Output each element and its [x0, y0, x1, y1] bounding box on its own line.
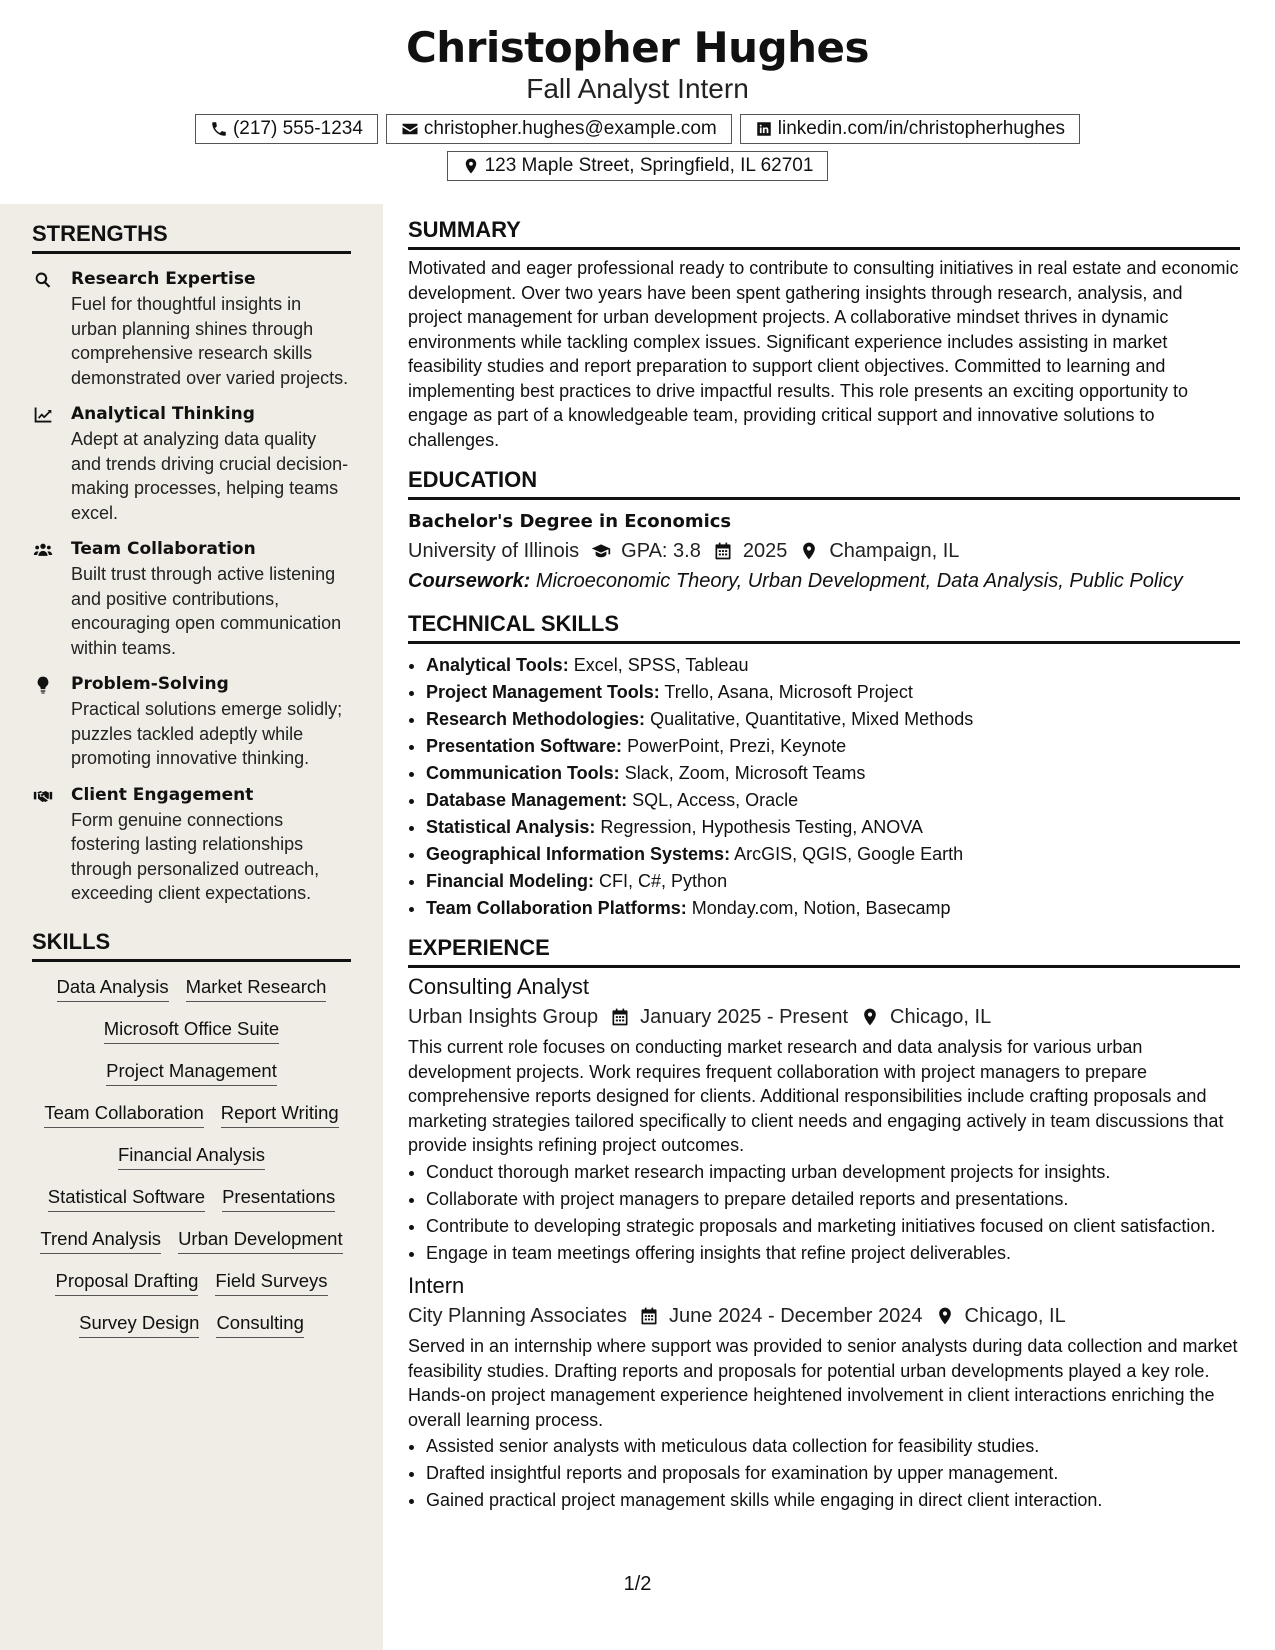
page-number: 1/2: [623, 1573, 652, 1595]
strength-title: Team Collaboration: [71, 539, 256, 559]
strength-item: [32, 266, 351, 390]
address-row: [0, 151, 1275, 181]
strength-desc: Adept at analyzing data quality and trends driving crucial decision-making processes, helping teams excel.: [71, 429, 349, 523]
skill-tag: Statistical Software: [48, 1185, 205, 1212]
degree-title: Bachelor's Degree in Economics: [408, 511, 732, 532]
address-chip[interactable]: [447, 151, 829, 181]
tech-value: PowerPoint, Prezi, Keynote: [627, 736, 847, 756]
strengths-heading: STRENGTHS: [32, 220, 351, 254]
job-bullets: [408, 1434, 1240, 1513]
skill-tag: Project Management: [106, 1059, 277, 1086]
tech-label: Geographical Information Systems:: [426, 844, 731, 864]
tech-value: SQL, Access, Oracle: [632, 790, 799, 810]
tech-value: Qualitative, Quantitative, Mixed Methods: [650, 709, 974, 729]
graduation-year: 2025: [742, 540, 788, 562]
strengths-list: [32, 266, 351, 906]
sidebar: [0, 204, 383, 1650]
map-pin-icon: [462, 157, 480, 175]
skill-tag: Proposal Drafting: [55, 1269, 198, 1296]
strength-item: [32, 782, 351, 906]
tech-value: CFI, C#, Python: [599, 871, 728, 891]
calendar-icon: [713, 541, 733, 561]
strength-title: Analytical Thinking: [71, 404, 255, 424]
summary-text: Motivated and eager professional ready to contribute to consulting initiatives in real estate and economic development. Over two years have been spent gathering insights through research, analysis, and project management for urban development projects. A collaborative mindset thrives in dynamic environments while tackling complex issues. Significant experience includes assisting in market feasibility studies and report preparation to support client objectives. Committed to learning and implementing best practices to drive impactful results. This role presents an exciting opportunity to engage as part of a knowledgeable team, providing critical support and innovative solutions to challenges.: [408, 258, 1239, 450]
tech-label: Financial Modeling:: [426, 871, 595, 891]
strength-desc: Fuel for thoughtful insights in urban planning shines through comprehensive research skills demonstrated over varied projects.: [71, 294, 349, 388]
job-entry: [408, 1271, 1240, 1513]
skill-tag: Microsoft Office Suite: [104, 1017, 279, 1044]
job-meta: [408, 1301, 1240, 1331]
job-location: Chicago, IL: [964, 1305, 1066, 1327]
strength-item: [32, 536, 351, 660]
candidate-title: Fall Analyst Intern: [526, 73, 749, 104]
skill-tag: Presentations: [222, 1185, 335, 1212]
linkedin-text: linkedin.com/in/christopherhughes: [777, 118, 1066, 139]
address-text: 123 Maple Street, Springfield, IL 62701: [484, 155, 814, 176]
tech-label: Communication Tools:: [426, 763, 620, 783]
skill-tag: Team Collaboration: [44, 1101, 203, 1128]
phone-chip[interactable]: [195, 114, 378, 144]
job-description: Served in an internship where support was provided to senior analysts during data collection and market feasibility studies. Drafting reports and proposals for potential urban developments played a key role. Hands-on project management experience heightened involvement in client interactions enriching the overall learning process.: [408, 1336, 1238, 1430]
skill-tag: Report Writing: [221, 1101, 339, 1128]
education-meta: [408, 536, 1240, 566]
skills-heading: SKILLS: [32, 928, 351, 962]
skill-tag: Data Analysis: [57, 975, 169, 1002]
skill-tag: Field Surveys: [215, 1269, 327, 1296]
company-name: City Planning Associates: [408, 1305, 628, 1327]
list-item: [426, 679, 1240, 706]
job-meta: [408, 1002, 1240, 1032]
map-pin-icon: [799, 541, 819, 561]
school-name: University of Illinois: [408, 540, 580, 562]
users-icon: [32, 540, 54, 560]
job-role: Intern: [408, 1273, 465, 1298]
skill-tag: Market Research: [186, 975, 327, 1002]
email-text: christopher.hughes@example.com: [423, 118, 717, 139]
list-item: • Engage in team meetings offering insights that refine project deliverables.: [426, 1241, 1240, 1266]
skill-tag: Survey Design: [79, 1311, 199, 1338]
calendar-icon: [639, 1306, 659, 1326]
experience-heading: EXPERIENCE: [408, 934, 1240, 968]
tech-label: Database Management:: [426, 790, 628, 810]
job-dates: June 2024 - December 2024: [669, 1305, 923, 1327]
list-item: [426, 895, 1240, 922]
skill-tag: Financial Analysis: [118, 1143, 265, 1170]
resume-header: [0, 0, 1275, 204]
list-item: • Collaborate with project managers to prepare detailed reports and presentations.: [426, 1187, 1240, 1212]
gpa-text: GPA: 3.8: [621, 540, 701, 562]
skill-tag: Urban Development: [178, 1227, 343, 1254]
strength-item: [32, 401, 351, 525]
list-item: [426, 787, 1240, 814]
list-item: • Gained practical project management skills while engaging in direct client interaction.: [426, 1488, 1240, 1513]
list-item: [426, 868, 1240, 895]
strength-desc: Practical solutions emerge solidly; puzzles tackled adeptly while promoting innovative thinking.: [71, 699, 343, 768]
tech-value: Regression, Hypothesis Testing, ANOVA: [600, 817, 923, 837]
list-item: • Conduct thorough market research impacting urban development projects for insights.: [426, 1160, 1240, 1185]
candidate-name: Christopher Hughes: [405, 23, 870, 72]
search-icon: [32, 270, 54, 290]
main-content: [408, 216, 1240, 1515]
tech-label: Research Methodologies:: [426, 709, 646, 729]
skill-tag: Trend Analysis: [40, 1227, 161, 1254]
list-item: [426, 814, 1240, 841]
contact-row: [0, 114, 1275, 144]
job-role: Consulting Analyst: [408, 974, 589, 999]
job-dates: January 2025 - Present: [640, 1006, 849, 1028]
envelope-icon: [401, 120, 419, 138]
list-item: [426, 841, 1240, 868]
tech-label: Analytical Tools:: [426, 655, 569, 675]
tech-value: Trello, Asana, Microsoft Project: [664, 682, 913, 702]
list-item: [426, 652, 1240, 679]
coursework-text: Microeconomic Theory, Urban Development, Data Analysis, Public Policy: [535, 570, 1183, 592]
coursework-label: Coursework:: [408, 570, 531, 592]
tech-label: Project Management Tools:: [426, 682, 660, 702]
tech-label: Statistical Analysis:: [426, 817, 596, 837]
list-item: [426, 733, 1240, 760]
tech-label: Team Collaboration Platforms:: [426, 898, 687, 918]
linkedin-chip[interactable]: [740, 114, 1080, 144]
linkedin-icon: [755, 120, 773, 138]
coursework-line: [408, 566, 1240, 596]
map-pin-icon: [935, 1306, 955, 1326]
job-location: Chicago, IL: [890, 1006, 992, 1028]
list-item: [426, 706, 1240, 733]
strength-item: [32, 671, 351, 771]
company-name: Urban Insights Group: [408, 1006, 599, 1028]
tech-label: Presentation Software:: [426, 736, 623, 756]
tech-value: Monday.com, Notion, Basecamp: [691, 898, 951, 918]
skills-list: [32, 975, 351, 1338]
tech-value: Slack, Zoom, Microsoft Teams: [624, 763, 866, 783]
tech-value: Excel, SPSS, Tableau: [573, 655, 749, 675]
education-heading: EDUCATION: [408, 466, 1240, 500]
list-item: • Contribute to developing strategic proposals and marketing initiatives focused on client satisfaction.: [426, 1214, 1240, 1239]
phone-text: (217) 555-1234: [232, 118, 363, 139]
strength-desc: Built trust through active listening and positive contributions, encouraging open communication within teams.: [71, 564, 342, 658]
strength-title: Client Engagement: [71, 784, 254, 805]
job-entry: [408, 972, 1240, 1265]
lightbulb-icon: [32, 675, 54, 695]
phone-icon: [210, 120, 228, 138]
handshake-icon: [32, 786, 54, 806]
job-description: This current role focuses on conducting market research and data analysis for various urban development projects. Work requires frequent collaboration with project managers to prepare comprehensive reports designed for clients. Additional responsibilities include crafting proposals and marketing strategies tailored specifically to client needs and engaging actively in team discussions that provide insights refining project outcomes.: [408, 1037, 1224, 1155]
chart-line-icon: [32, 405, 54, 425]
calendar-icon: [610, 1007, 630, 1027]
strength-desc: Form genuine connections fostering lasting relationships through personalized outreach, exceeding client expectations.: [71, 809, 320, 903]
email-chip[interactable]: [386, 114, 732, 144]
list-item: [426, 760, 1240, 787]
strength-title: Research Expertise: [71, 269, 256, 289]
technical-skills-list: [408, 652, 1240, 922]
graduation-cap-icon: [591, 541, 611, 561]
summary-heading: SUMMARY: [408, 216, 1240, 250]
map-pin-icon: [860, 1007, 880, 1027]
list-item: • Assisted senior analysts with meticulous data collection for feasibility studies.: [426, 1434, 1240, 1459]
skill-tag: Consulting: [216, 1311, 303, 1338]
technical-skills-heading: TECHNICAL SKILLS: [408, 610, 1240, 644]
list-item: • Drafted insightful reports and proposals for examination by upper management.: [426, 1461, 1240, 1486]
tech-value: ArcGIS, QGIS, Google Earth: [734, 844, 964, 864]
job-bullets: [408, 1160, 1240, 1266]
school-location: Champaign, IL: [829, 540, 960, 562]
strength-title: Problem-Solving: [71, 674, 229, 694]
